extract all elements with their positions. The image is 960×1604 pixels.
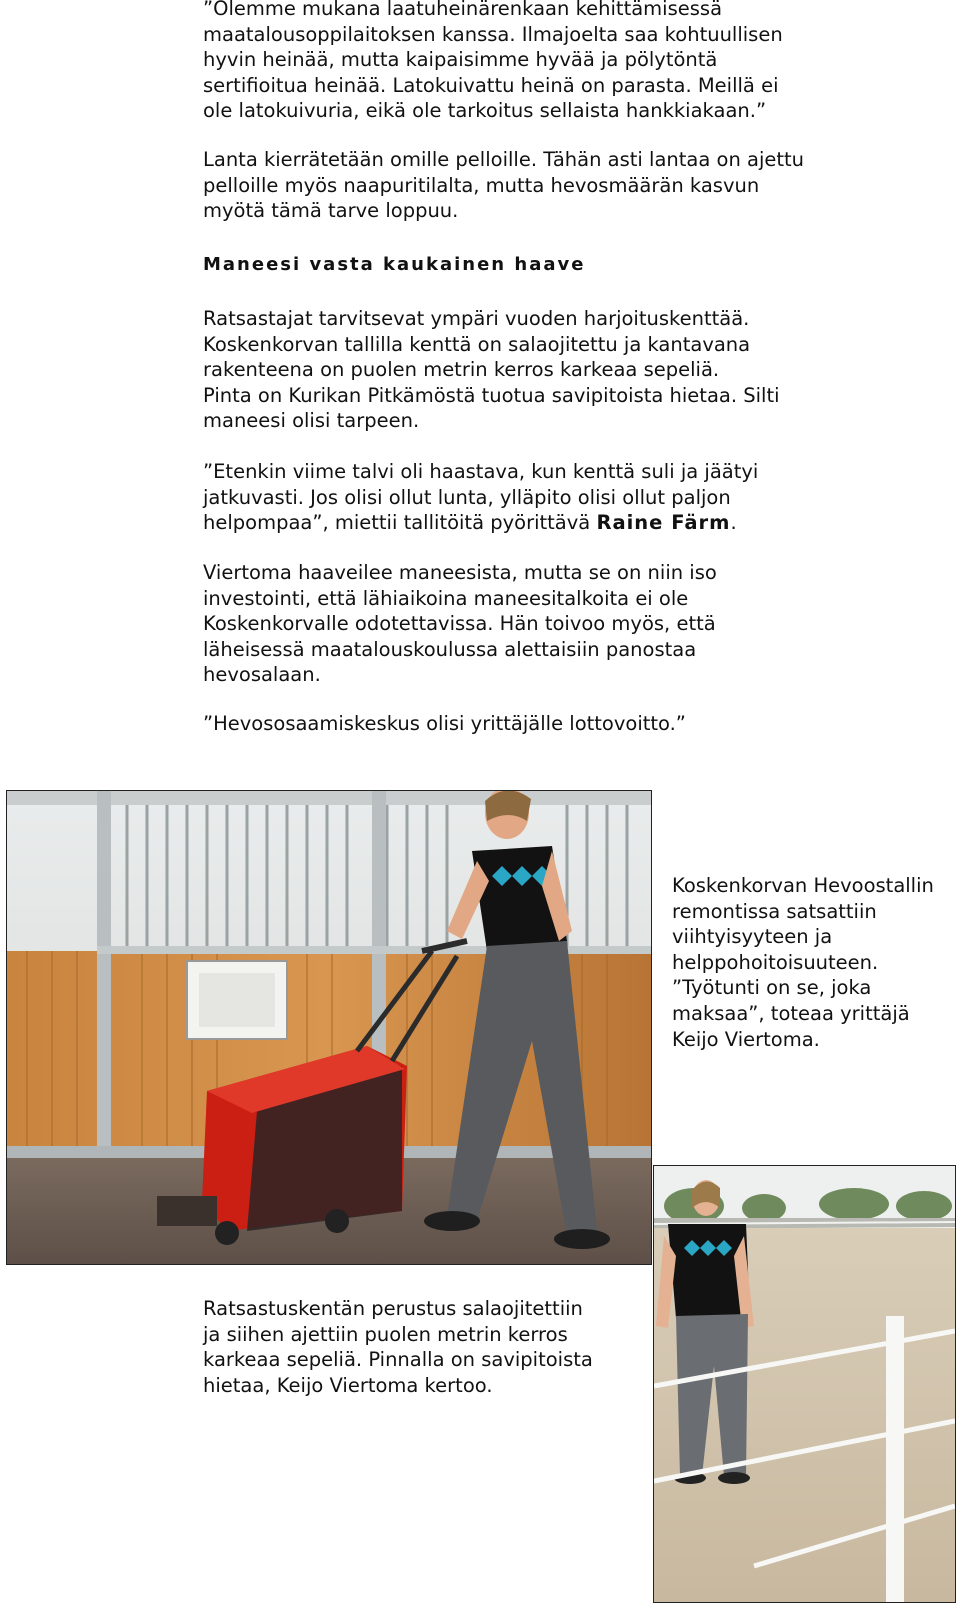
punctuation: . <box>730 511 737 535</box>
paragraph-arena <box>203 306 903 434</box>
text-line: helpompaa”, miettii tallitöitä pyörittävä <box>203 511 597 535</box>
photo-riding-arena <box>653 1165 956 1603</box>
caption-line: helppohoitoisuuteen. <box>672 950 879 974</box>
paragraph-quote-lottery: ”Hevososaamiskeskus olisi yrittäjälle lottovoitto.” <box>203 712 686 735</box>
caption-line: karkeaa sepeliä. Pinnalla on savipitoista <box>203 1348 593 1372</box>
photo-riding-arena-image <box>654 1166 955 1602</box>
text-line: rakenteena on puolen metrin kerros karkeaa sepeliä. <box>203 358 720 382</box>
text-line: Koskenkorvan tallilla kenttä on salaojitettu ja kantavana <box>203 332 751 356</box>
text-line: Lanta kierrätetään omille pelloille. Tähän asti lantaa on ajettu <box>203 148 805 171</box>
caption-line: remontissa satsattiin <box>672 899 877 923</box>
text-line: hyvin heinää, mutta kaipaisimme hyvää ja pölytöntä <box>203 48 718 72</box>
text-line: sertifioitua heinää. Latokuivattu heinä on parasta. Meillä ei <box>203 73 779 97</box>
photo-stable-sweeper <box>6 790 652 1265</box>
text-line: Pinta on Kurikan Pitkämöstä tuotua savipitoista hietaa. Silti <box>203 383 780 407</box>
caption-line: Koskenkorvan Hevoostallin <box>672 874 934 897</box>
text-line: myötä tämä tarve loppuu. <box>203 199 459 223</box>
caption-arena <box>203 1296 643 1398</box>
text-line: ole latokuivuria, eikä ole tarkoitus sellaista hankkiakaan.” <box>203 99 767 123</box>
caption-line: ”Työtunti on se, joka <box>672 976 872 1000</box>
article-text <box>203 0 903 124</box>
caption-line: ja siihen ajettiin puolen metrin kerros <box>203 1322 568 1346</box>
paragraph-manure <box>203 147 903 224</box>
text-line: pelloille myös naapuritilalta, mutta hevosmäärän kasvun <box>203 173 760 197</box>
paragraph-riding-hall <box>203 560 903 688</box>
text-line: maatalousoppilaitoksen kanssa. Ilmajoelta saa kohtuullisen <box>203 22 783 46</box>
paragraph-quote-hay <box>203 0 903 124</box>
text-line: Viertoma haaveilee maneesista, mutta se on niin iso <box>203 561 717 584</box>
caption-line: hietaa, Keijo Viertoma kertoo. <box>203 1373 493 1397</box>
text-line: läheisessä maatalouskoulussa alettaisiin panostaa <box>203 637 697 661</box>
caption-line: viihtyisyyteen ja <box>672 925 833 949</box>
text-line: investointi, että lähiaikoina maneesitalkoita ei ole <box>203 586 689 610</box>
text-line: ”Etenkin viime talvi oli haastava, kun kenttä suli ja jäätyi <box>203 460 759 483</box>
text-line: hevosalaan. <box>203 663 321 687</box>
caption-line: Ratsastuskentän perustus salaojitettiin <box>203 1297 583 1320</box>
photo-stable-sweeper-image <box>7 791 651 1264</box>
section-heading: Maneesi vasta kaukainen haave <box>203 254 586 275</box>
text-line: maneesi olisi tarpeen. <box>203 409 420 433</box>
person-name: Raine Färm <box>596 511 731 535</box>
caption-line: maksaa”, toteaa yrittäjä <box>672 1001 910 1025</box>
text-line: Ratsastajat tarvitsevat ympäri vuoden harjoituskenttää. <box>203 307 750 330</box>
text-line: Koskenkorvalle odotettavissa. Hän toivoo myös, että <box>203 612 716 636</box>
caption-stable <box>672 873 960 1052</box>
text-line: jatkuvasti. Jos olisi ollut lunta, ylläpito olisi ollut paljon <box>203 485 731 509</box>
text-line: ”Olemme mukana laatuheinärenkaan kehittämisessä <box>203 0 723 20</box>
paragraph-winter <box>203 459 903 536</box>
caption-line: Keijo Viertoma. <box>672 1027 820 1051</box>
